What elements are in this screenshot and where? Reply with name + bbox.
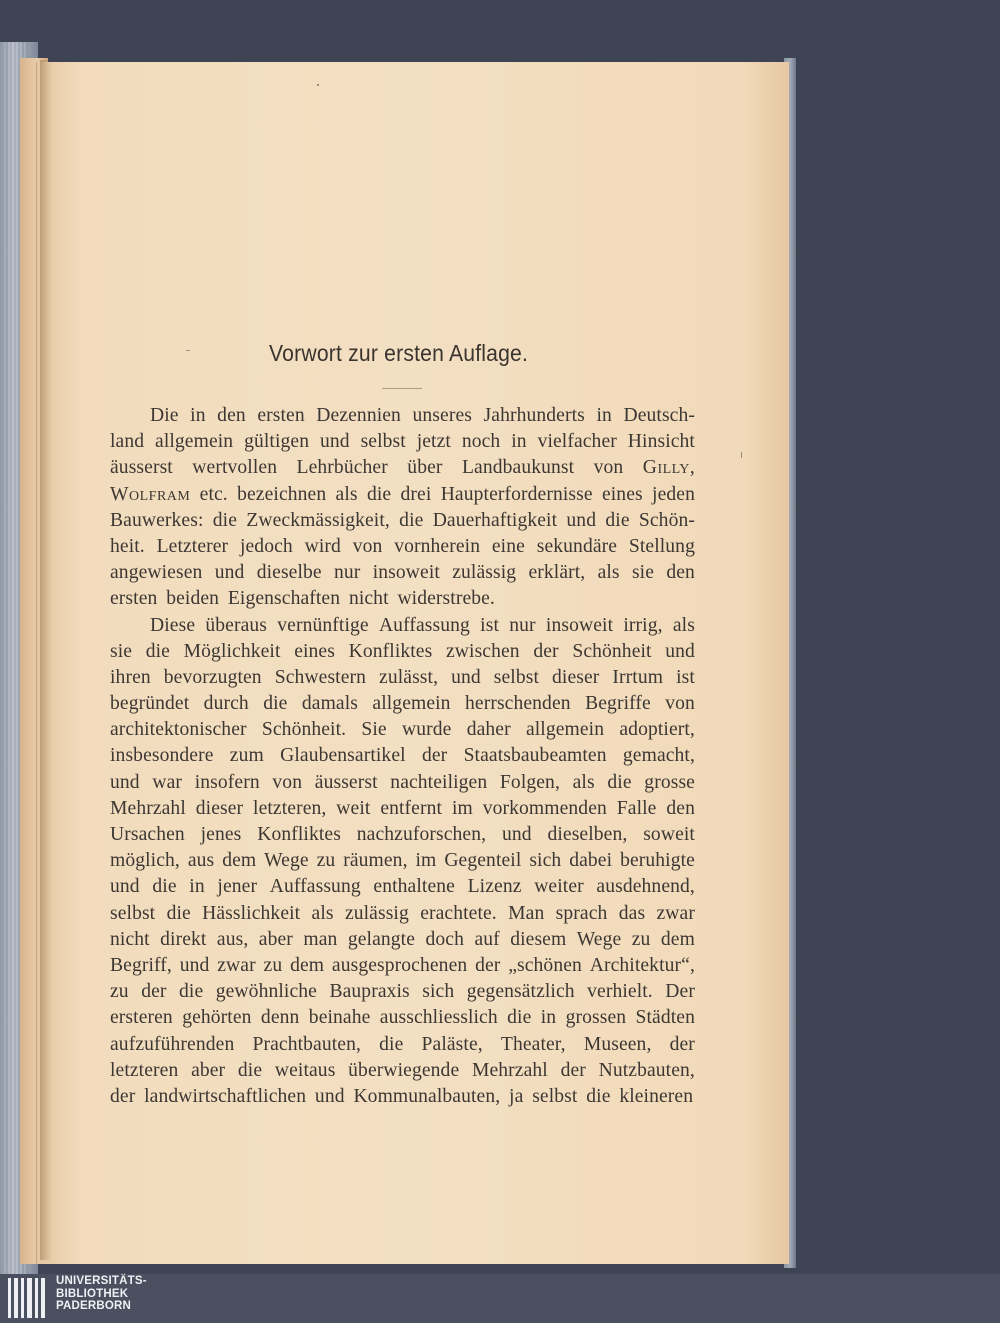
text-word: letzteren xyxy=(110,1059,179,1081)
text-word: Deutsch- xyxy=(623,405,695,426)
text-word: diesem xyxy=(510,928,567,950)
text-word: als xyxy=(335,483,358,505)
text-word: jener xyxy=(217,876,258,898)
text-word: Schönheit. xyxy=(261,719,347,741)
text-word: und xyxy=(319,431,350,453)
text-word: die xyxy=(237,1059,263,1081)
text-word: Schönheit xyxy=(572,640,652,662)
text-word: den xyxy=(666,797,695,819)
text-word: Wege xyxy=(576,928,622,950)
text-word: Prachtbauten, xyxy=(252,1033,361,1055)
logo-line: UNIVERSITÄTS- xyxy=(56,1275,147,1287)
text-word: die xyxy=(607,771,632,793)
text-word: ist xyxy=(676,666,695,688)
text-line xyxy=(110,848,695,874)
text-word: als xyxy=(597,562,620,584)
text-word: jenes xyxy=(200,824,242,845)
text-word: daher xyxy=(466,719,511,741)
text-word: eines xyxy=(294,640,335,662)
text-word: Nutzbauten, xyxy=(598,1059,695,1081)
text-word: selbst xyxy=(110,902,156,924)
text-word: äusserst xyxy=(110,457,173,479)
text-word: Falle xyxy=(616,797,657,819)
text-word: selbst xyxy=(493,666,540,688)
text-word: allgemein xyxy=(155,431,234,453)
text-word: weitaus xyxy=(274,1059,336,1081)
text-word: direkt xyxy=(160,928,207,950)
text-line xyxy=(110,874,695,900)
text-word: die xyxy=(605,509,630,531)
text-word: in xyxy=(189,876,205,898)
text-word: Folgen, xyxy=(499,771,560,793)
text-word: durch xyxy=(203,693,249,715)
text-word: Irrtum xyxy=(612,666,664,688)
text-word: über xyxy=(407,457,443,479)
text-line xyxy=(110,770,695,796)
text-word: Bauwerkes: xyxy=(110,509,204,531)
text-word: wurde xyxy=(401,719,452,741)
text-word: zulässig xyxy=(452,562,517,584)
text-line xyxy=(110,1084,695,1110)
text-word: denn xyxy=(260,1007,300,1029)
text-word: Gegenteil xyxy=(444,850,522,872)
body-text xyxy=(110,403,695,1110)
text-word: Möglichkeit xyxy=(183,640,281,662)
text-word: und xyxy=(110,876,140,898)
text-word: und xyxy=(314,1085,345,1107)
text-word: der xyxy=(560,1059,586,1081)
text-word: bevorzugten xyxy=(163,666,262,688)
text-word: die xyxy=(263,693,288,715)
footer-bar xyxy=(0,1274,1000,1323)
text-line xyxy=(110,691,695,717)
text-word: zwar xyxy=(217,954,256,976)
text-word: im xyxy=(451,797,473,819)
text-word: wird xyxy=(304,535,341,557)
text-word: die xyxy=(399,509,424,531)
text-word: der xyxy=(421,745,448,767)
text-word: und xyxy=(566,509,597,531)
text-word: Diese xyxy=(150,614,196,636)
text-word: soweit xyxy=(643,824,695,845)
text-word: zwischen xyxy=(445,640,520,662)
text-word: war xyxy=(152,771,183,793)
text-word: Gilly, xyxy=(642,457,695,479)
text-word: der xyxy=(110,1085,136,1107)
text-word: der xyxy=(141,981,167,1003)
text-word: man xyxy=(303,928,338,950)
text-word: wertvollen xyxy=(192,457,278,479)
text-word: von xyxy=(272,771,303,793)
text-word: beinahe xyxy=(308,1007,371,1029)
text-word: ausdehnend, xyxy=(596,876,695,898)
text-word: aus, xyxy=(216,928,249,950)
text-line xyxy=(110,822,695,848)
text-line xyxy=(110,613,695,639)
text-line xyxy=(110,979,695,1005)
text-word: jetzt xyxy=(416,431,451,453)
text-word: und xyxy=(110,771,140,793)
text-word: und xyxy=(501,824,532,845)
text-word: vernünftige xyxy=(277,614,369,636)
text-word: Ursachen xyxy=(110,824,185,845)
text-word: Die xyxy=(150,405,179,426)
text-line xyxy=(110,639,695,665)
text-word: ja xyxy=(509,1085,524,1107)
text-word: Man xyxy=(508,902,545,924)
text-word: Paläste, xyxy=(421,1033,483,1055)
text-word: Der xyxy=(665,981,695,1003)
text-word: und xyxy=(665,640,695,662)
text-word: als xyxy=(572,771,595,793)
text-word: insoweit xyxy=(545,614,614,636)
text-word: die xyxy=(152,876,177,898)
text-word: den xyxy=(666,562,695,584)
text-word: überwiegende xyxy=(348,1059,460,1081)
author-name: Wolfram xyxy=(110,483,191,505)
text-word: widerstrebe. xyxy=(397,588,495,610)
text-word: Eigenschaften xyxy=(227,588,341,610)
text-word: von xyxy=(352,535,383,557)
text-word: Jahrhunderts xyxy=(483,405,585,426)
text-word: aber xyxy=(191,1059,226,1081)
text-word: die xyxy=(212,509,238,531)
text-word: insbesondere xyxy=(110,745,214,767)
text-line xyxy=(110,455,695,481)
text-word: in xyxy=(596,405,612,426)
text-word: die xyxy=(179,981,204,1003)
text-line xyxy=(110,586,695,612)
text-word: von xyxy=(593,457,624,479)
text-line xyxy=(110,717,695,743)
text-word: Auffassung xyxy=(269,876,361,898)
text-word: drei xyxy=(400,483,432,505)
text-word: überaus xyxy=(205,614,268,636)
text-word: zu xyxy=(316,850,336,872)
text-word: Hinsicht xyxy=(627,431,695,453)
text-word: entfernt xyxy=(380,797,443,819)
text-word: dabei xyxy=(569,850,613,872)
text-word: dieselben, xyxy=(547,824,628,845)
text-word: doch xyxy=(425,928,464,950)
text-word: sie xyxy=(110,640,133,662)
text-word: Lehrbücher xyxy=(296,457,388,479)
text-word: „schönen xyxy=(508,954,582,976)
text-word: ersten xyxy=(257,405,305,426)
text-word: nur xyxy=(509,614,536,636)
text-word: sekundäre xyxy=(536,535,618,557)
text-word: selbst xyxy=(360,431,406,453)
text-word: noch xyxy=(461,431,501,453)
text-word: nachteiligen xyxy=(390,771,488,793)
text-word: Begriff, xyxy=(110,954,172,976)
text-word: ausgesprochenen xyxy=(331,954,468,976)
text-word: sich xyxy=(422,981,455,1003)
text-word: vielfacher xyxy=(537,431,617,453)
text-word: Konfliktes xyxy=(348,640,433,662)
text-word: auf xyxy=(474,928,500,950)
text-line xyxy=(110,953,695,979)
text-word: und xyxy=(214,562,245,584)
text-word: weiter xyxy=(534,876,584,898)
text-word: zu xyxy=(263,954,283,976)
text-word: Wege xyxy=(264,850,309,872)
text-word: die xyxy=(166,902,191,924)
text-word: Mehrzahl xyxy=(110,797,186,819)
text-word: Mehrzahl xyxy=(471,1059,548,1081)
text-line xyxy=(110,482,695,508)
text-word: und xyxy=(179,954,210,976)
text-word: sprach xyxy=(555,902,608,924)
text-word: als xyxy=(311,902,334,924)
text-word: grossen xyxy=(565,1007,627,1029)
text-word: insoweit xyxy=(372,562,440,584)
text-word: vornherein xyxy=(394,535,481,557)
text-line xyxy=(110,429,695,455)
text-word: in xyxy=(540,1007,557,1029)
text-line xyxy=(110,665,695,691)
text-word: ersteren xyxy=(110,1007,173,1029)
text-line xyxy=(110,403,695,429)
text-word: ihren xyxy=(110,666,151,688)
text-word: Dezennien xyxy=(316,405,401,426)
text-word: verhielt. xyxy=(587,981,653,1003)
text-line xyxy=(110,901,695,927)
text-word: insofern xyxy=(194,771,260,793)
text-word: Architektur“, xyxy=(589,954,695,976)
page-title: Vorwort zur ersten Auflage. xyxy=(269,340,529,366)
paper-speck xyxy=(317,84,319,86)
text-word: ist xyxy=(480,614,499,636)
text-word: selbst xyxy=(532,1085,578,1107)
text-word: nicht xyxy=(110,928,150,950)
text-line xyxy=(110,1005,695,1031)
text-word: ersten xyxy=(110,588,158,610)
text-word: beruhigte xyxy=(620,850,695,872)
text-word: gewöhnliche xyxy=(215,981,317,1003)
text-word: sich xyxy=(529,850,562,872)
text-word: Städten xyxy=(635,1007,695,1029)
text-word xyxy=(110,482,190,508)
text-line xyxy=(110,1032,695,1058)
text-word: der xyxy=(475,954,501,976)
text-word: Museen, xyxy=(583,1033,652,1055)
text-word: Lizenz xyxy=(467,876,522,898)
page-gutter-shadow xyxy=(40,60,52,1260)
text-word: Auffassung xyxy=(378,614,470,636)
text-word: Konfliktes xyxy=(257,824,341,845)
text-line xyxy=(110,534,695,560)
text-word: enthaltene xyxy=(373,876,455,898)
text-word: Glaubensartikel xyxy=(280,745,406,767)
text-word: gegensätzlich xyxy=(466,981,575,1003)
text-word: nur xyxy=(334,562,361,584)
text-word: dieselbe xyxy=(256,562,322,584)
text-word: zu xyxy=(110,981,129,1003)
text-word: zwar xyxy=(656,902,695,924)
text-word: heit. xyxy=(110,535,145,557)
text-word: eines xyxy=(601,483,643,505)
text-word: gehörten xyxy=(182,1007,252,1029)
text-word: zulässt, xyxy=(379,666,439,688)
text-word: räumen, xyxy=(343,850,408,872)
text-word: aus xyxy=(187,850,215,872)
text-word: irrig, xyxy=(623,614,663,636)
text-line xyxy=(110,796,695,822)
text-line xyxy=(110,560,695,586)
author-name: Gilly xyxy=(642,457,690,479)
text-word: und xyxy=(451,666,481,688)
text-word: nachzuforschen, xyxy=(356,824,487,845)
text-word: erachtete. xyxy=(420,902,497,924)
text-word: in xyxy=(511,431,527,453)
text-word: vorkommenden xyxy=(482,797,607,819)
text-word: zulässig xyxy=(344,902,409,924)
text-word: Theater, xyxy=(500,1033,566,1055)
text-word: allgemein xyxy=(525,719,605,741)
text-word: Zweckmässigkeit, xyxy=(246,509,390,531)
text-line xyxy=(110,508,695,534)
text-word: angewiesen xyxy=(110,562,203,584)
text-word: Dauerhaftigkeit xyxy=(432,509,558,531)
text-word: zum xyxy=(229,745,264,767)
library-logo-text xyxy=(56,1275,147,1313)
text-word: eine xyxy=(491,535,525,557)
text-word: sie xyxy=(631,562,655,584)
text-word: möglich, xyxy=(110,850,180,872)
text-word: erklärt, xyxy=(528,562,586,584)
text-word: aber xyxy=(258,928,293,950)
text-word: die xyxy=(145,640,170,662)
text-word: der xyxy=(533,640,559,662)
text-word: äusserst xyxy=(314,771,378,793)
text-word: die xyxy=(507,1007,532,1029)
text-word: nicht xyxy=(348,588,389,610)
text-word: adoptiert, xyxy=(619,719,695,741)
text-word: Begriffe xyxy=(585,693,651,715)
text-word: Sie xyxy=(361,719,387,741)
text-word: Staatsbaubeamten xyxy=(463,745,607,767)
paper-speck xyxy=(741,452,742,458)
text-word: jeden xyxy=(652,483,695,505)
logo-line: BIBLIOTHEK xyxy=(56,1287,129,1300)
text-word: die xyxy=(366,483,392,505)
text-word: jedoch xyxy=(239,535,293,557)
text-word: begründet xyxy=(110,693,190,715)
text-word: dem xyxy=(290,954,325,976)
text-word: im xyxy=(415,850,437,872)
text-word: gelangte xyxy=(347,928,416,950)
text-line xyxy=(110,743,695,769)
text-word: Landbaukunst xyxy=(461,457,575,479)
text-word: beiden xyxy=(166,588,220,610)
text-word: damals xyxy=(301,693,358,715)
text-word: allgemein xyxy=(372,693,451,715)
text-word: bezeichnen xyxy=(237,483,327,505)
text-word: Letzterer xyxy=(156,535,229,557)
text-word: von xyxy=(665,693,695,715)
text-word: der xyxy=(669,1033,695,1055)
text-word: den xyxy=(217,405,246,426)
logo-line: PADERBORN xyxy=(56,1300,132,1312)
text-word: Haupterfordernisse xyxy=(440,483,593,505)
text-word: in xyxy=(190,405,206,426)
text-word: dieser xyxy=(552,666,600,688)
text-word: Schwestern xyxy=(274,666,367,688)
title-divider xyxy=(382,388,422,389)
text-word: zu xyxy=(631,928,651,950)
text-word: weit xyxy=(336,797,371,819)
text-word: Hässlichkeit xyxy=(202,902,301,924)
text-word: Stellung xyxy=(628,535,695,557)
text-word: architektonischer xyxy=(110,719,247,741)
text-word: ausschliesslich xyxy=(379,1007,498,1029)
text-word: dem xyxy=(660,928,695,950)
text-line xyxy=(110,1058,695,1084)
text-word: etc. xyxy=(199,483,228,505)
text-word: grosse xyxy=(644,771,695,793)
text-word: Schön- xyxy=(638,509,695,531)
text-word: herrschenden xyxy=(465,693,571,715)
text-word: land xyxy=(110,431,145,453)
text-word: als xyxy=(672,614,695,636)
text-word: dieser xyxy=(195,797,244,819)
text-word: unseres xyxy=(412,405,472,426)
text-word: landwirtschaftlichen xyxy=(144,1085,307,1107)
text-word: die xyxy=(379,1033,404,1055)
text-word: das xyxy=(618,902,646,924)
library-logo-icon xyxy=(6,1276,50,1320)
text-word: gültigen xyxy=(244,431,310,453)
text-line xyxy=(110,927,695,953)
text-word: die xyxy=(586,1085,611,1107)
text-word: kleineren xyxy=(619,1085,694,1107)
text-word: dem xyxy=(222,850,257,872)
text-word: letzteren, xyxy=(253,797,327,819)
text-word: Baupraxis xyxy=(329,981,410,1003)
text-word: aufzuführenden xyxy=(110,1033,235,1055)
text-word: Kommunalbauten, xyxy=(353,1085,501,1107)
text-word: gemacht, xyxy=(622,745,695,767)
